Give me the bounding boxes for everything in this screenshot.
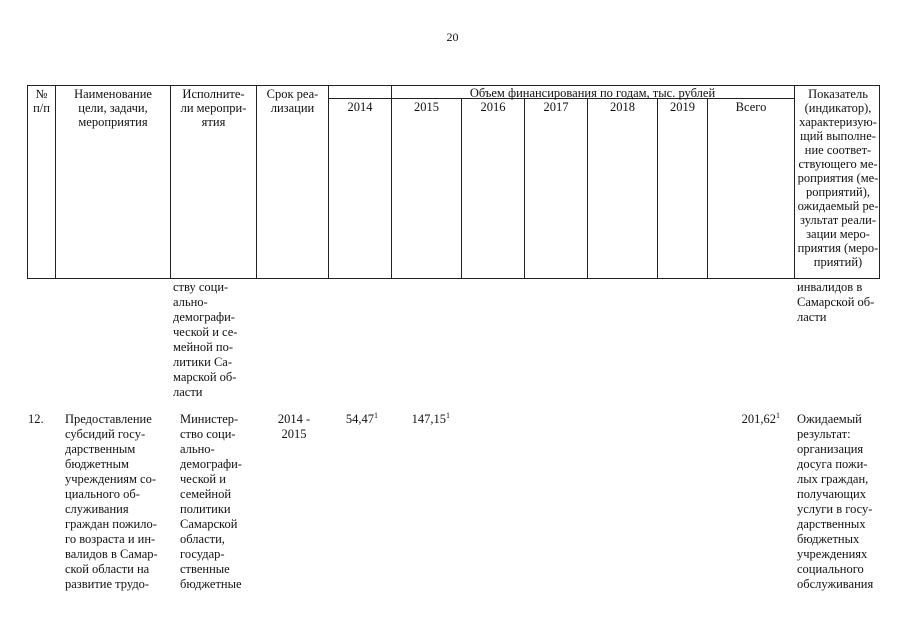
- header-year-2015: 2015: [414, 100, 439, 114]
- header-indicator: Показатель (индикатор), характеризую- щий выполне- ние соответ- ствующего ме- роприятия (ме- роприятий), ожидаемый ре- зультат реали- зации меро- приятия (меро- приятий): [797, 87, 879, 269]
- header-period: Срок реа- лизации: [266, 87, 319, 115]
- column-divider: [524, 98, 525, 278]
- continuation-indicator: инвалидов в Самарской об- ласти: [797, 280, 875, 324]
- header-year-2018: 2018: [610, 100, 635, 114]
- row-period: 2014 - 2015: [277, 412, 311, 441]
- column-divider: [707, 98, 708, 278]
- header-year-2014: 2014: [347, 100, 373, 114]
- header-total: Всего: [735, 100, 767, 114]
- header-executor: Исполните- ли меропри- ятия: [180, 87, 247, 129]
- page-number: 20: [446, 30, 459, 44]
- column-divider: [391, 86, 392, 278]
- table-header: [27, 85, 880, 279]
- row-name: Предоставление субсидий госу- дарственным бюджетным учреждениям со- циального об- служивания граждан пожило- го возраста и ин- валидов в Самар- ской области на развитие трудо-: [65, 412, 158, 591]
- column-divider: [657, 98, 658, 278]
- row-number: 12.: [28, 412, 44, 426]
- column-divider: [587, 98, 588, 278]
- header-num: № п/п: [33, 87, 50, 115]
- header-year-2017: 2017: [543, 100, 569, 114]
- header-year-2019: 2019: [670, 100, 695, 114]
- row-value-total: 201,62$^1$: [741, 410, 780, 426]
- row-value-2014: 54,47$^1$: [345, 410, 378, 426]
- column-divider: [461, 98, 462, 278]
- row-value-2015: 147,15$^1$: [411, 410, 450, 426]
- header-name: Наименование цели, задачи, мероприятия: [74, 87, 152, 129]
- header-funding-title: Объем финансирования по годам, тыс. рублей: [469, 86, 716, 100]
- row-indicator: Ожидаемый результат: организация досуга пожи- лых граждан, получающих услуги в госу- дарственных бюджетных учреждениях социального обслуживания: [797, 412, 874, 591]
- continuation-executor: ству соци- ально- демографи- ческой и се- мейной по- литики Са- марской об- ласти: [173, 280, 238, 399]
- header-year-2016: 2016: [480, 100, 506, 114]
- row-executor: Министер- ство соци- ально- демографи- ческой и семейной политики Самарской области, государ- ственные бюджетные: [180, 412, 242, 591]
- column-divider: [328, 86, 329, 278]
